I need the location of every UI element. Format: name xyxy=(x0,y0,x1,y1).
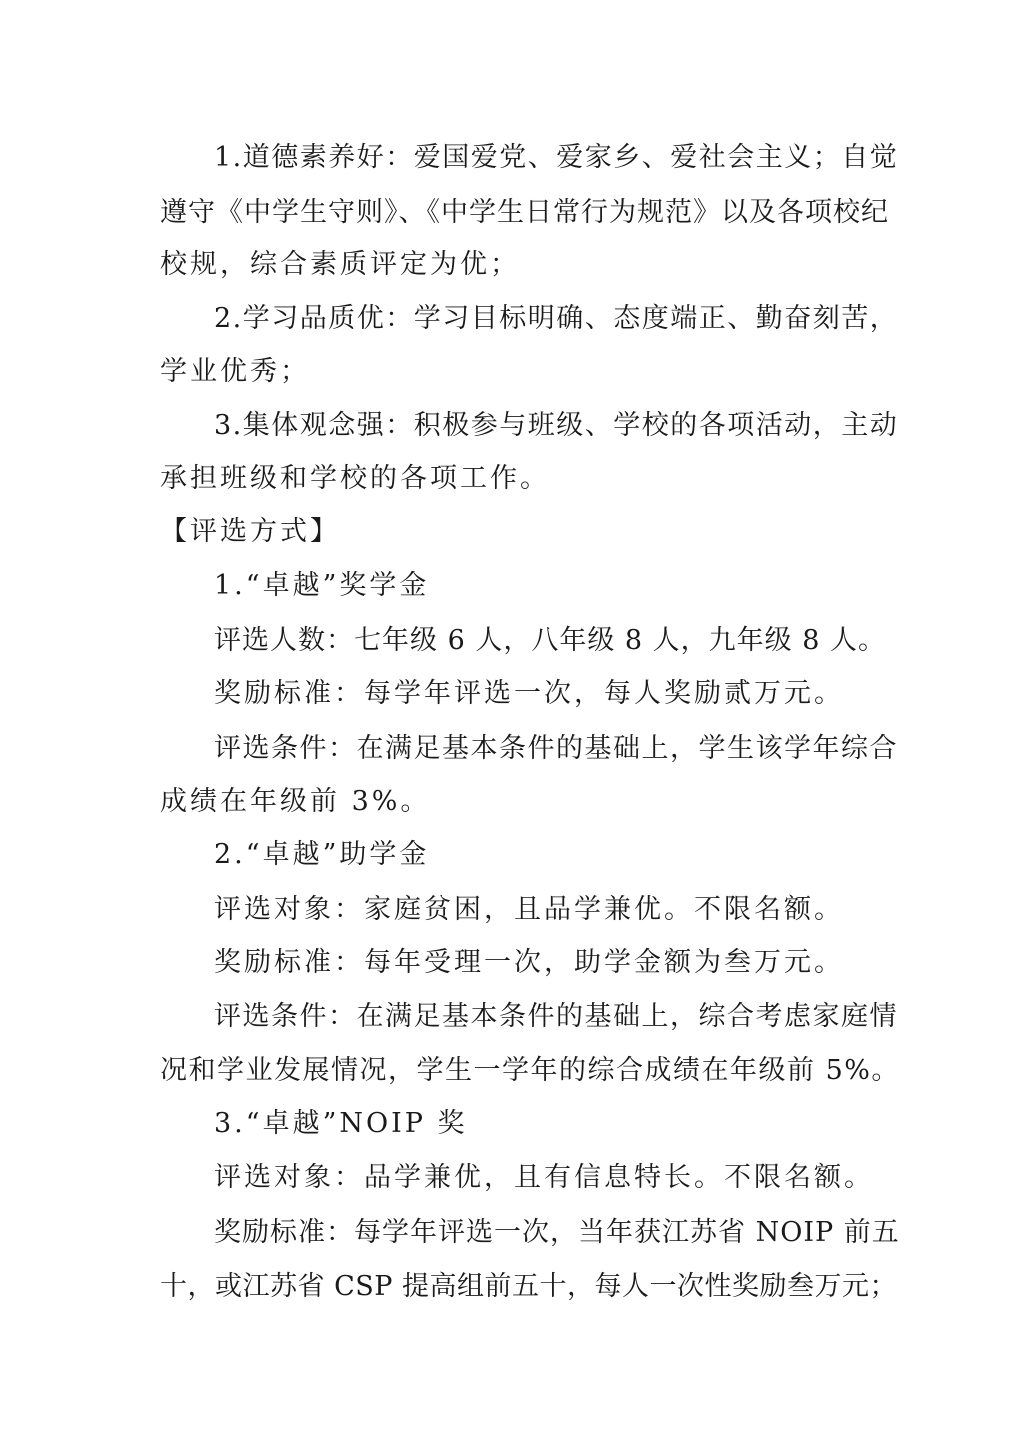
text-line: 奖励标准：每学年评选一次，每人奖励贰万元。 xyxy=(214,678,844,709)
text-line: 十，或江苏省 CSP 提高组前五十，每人一次性奖励叁万元； xyxy=(160,1271,897,1302)
text-line: 评选条件：在满足基本条件的基础上，学生该学年综合 xyxy=(214,733,898,764)
text-line: 奖励标准：每年受理一次，助学金额为叁万元。 xyxy=(214,947,844,978)
text-line: 学业优秀； xyxy=(160,356,310,387)
text-line: 2.学习品质优：学习目标明确、态度端正、勤奋刻苦， xyxy=(214,303,899,334)
text-line: 评选对象：家庭贫困，且品学兼优。不限名额。 xyxy=(214,894,844,925)
text-line: 承担班级和学校的各项工作。 xyxy=(160,463,550,494)
section-heading: 【评选方式】 xyxy=(160,516,340,547)
subsection-heading: 1.“卓越”奖学金 xyxy=(214,570,430,601)
text-line: 成绩在年级前 3%。 xyxy=(160,786,431,817)
text-line: 评选人数：七年级 6 人，八年级 8 人，九年级 8 人。 xyxy=(214,625,887,656)
text-line: 校规，综合素质评定为优； xyxy=(160,249,520,280)
text-line: 评选条件：在满足基本条件的基础上，综合考虑家庭情 xyxy=(214,1001,898,1032)
text-line: 况和学业发展情况，学生一学年的综合成绩在年级前 5%。 xyxy=(160,1055,900,1086)
text-line: 评选对象：品学兼优，且有信息特长。不限名额。 xyxy=(214,1162,874,1193)
subsection-heading: 3.“卓越”NOIP 奖 xyxy=(214,1108,468,1139)
text-line: 3.集体观念强：积极参与班级、学校的各项活动，主动 xyxy=(214,410,899,441)
text-line: 遵守《中学生守则》、《中学生日常行为规范》以及各项校纪 xyxy=(160,197,889,228)
text-line: 1.道德素养好：爱国爱党、爱家乡、爱社会主义；自觉 xyxy=(214,142,899,173)
text-line: 奖励标准：每学年评选一次，当年获江苏省 NOIP 前五 xyxy=(214,1217,900,1248)
subsection-heading: 2.“卓越”助学金 xyxy=(214,839,430,870)
